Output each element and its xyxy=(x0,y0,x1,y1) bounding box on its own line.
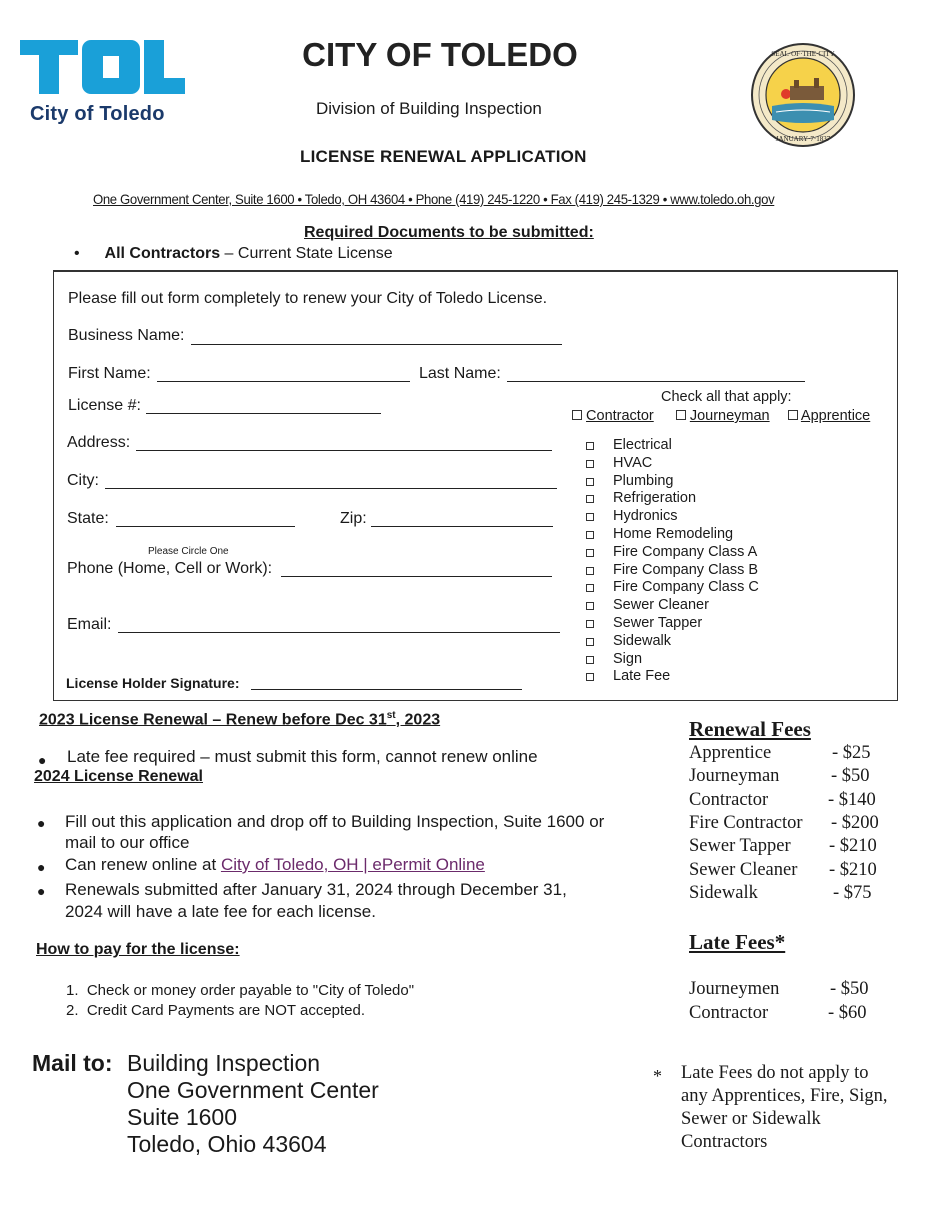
late-fees-note: Late Fees do not apply to any Apprentices, Fire, Sign, Sewer or Sidewalk Contractors xyxy=(681,1063,888,1152)
fee-amount: - $75 xyxy=(833,882,872,903)
page-title: CITY OF TOLEDO xyxy=(302,36,578,73)
category-label: Hydronics xyxy=(613,508,678,525)
mail-address-line: Suite 1600 xyxy=(127,1104,237,1130)
category-label: Sewer Tapper xyxy=(613,615,703,631)
fee-amount: - $60 xyxy=(828,1002,867,1023)
category-checkbox[interactable] xyxy=(586,478,594,486)
state-label: State: xyxy=(67,510,109,527)
svg-text:SEAL·OF·THE·CITY: SEAL·OF·THE·CITY xyxy=(771,50,835,58)
category-label: Fire Company Class A xyxy=(613,543,758,560)
zip-label: Zip: xyxy=(340,510,367,527)
category-label: Late Fee xyxy=(613,668,671,685)
email-label: Email: xyxy=(67,616,112,633)
category-checkbox[interactable] xyxy=(586,673,594,681)
fee-amount: - $50 xyxy=(830,979,869,999)
fee-name: Sewer Tapper xyxy=(689,836,791,857)
renewal-2024-heading: 2024 License Renewal xyxy=(34,768,203,785)
category-checkbox[interactable] xyxy=(586,513,594,521)
mail-to-label: Mail to: xyxy=(32,1050,113,1076)
city-seal xyxy=(750,42,856,148)
contractor-checkbox[interactable] xyxy=(572,410,582,420)
fee-name: Contractor xyxy=(689,789,769,810)
renewal-2023-heading-year: , 2023 xyxy=(395,711,441,729)
check-all-label: Check all that apply: xyxy=(661,389,792,405)
signature-label: License Holder Signature: xyxy=(66,675,240,691)
application-title: LICENSE RENEWAL APPLICATION xyxy=(300,147,587,166)
fee-amount: - $140 xyxy=(828,789,876,810)
mail-address-line: Building Inspection xyxy=(127,1050,321,1076)
apprentice-label: Apprentice xyxy=(800,408,871,424)
category-checkbox[interactable] xyxy=(586,602,594,610)
category-checkbox[interactable] xyxy=(586,442,594,450)
bullet-icon: ● xyxy=(37,859,46,875)
online-note-text: Can renew online at xyxy=(65,855,221,874)
address-label: Address: xyxy=(67,434,131,451)
category-checkbox[interactable] xyxy=(586,567,594,575)
mail-address-line: One Government Center xyxy=(127,1077,379,1103)
category-label: Electrical xyxy=(613,437,672,453)
fee-name: Apprentice xyxy=(689,743,772,763)
fee-amount: - $210 xyxy=(829,836,877,857)
payment-heading: How to pay for the license: xyxy=(36,941,240,958)
required-documents-heading: Required Documents to be submitted: xyxy=(304,224,594,241)
first-name-field[interactable] xyxy=(157,381,410,382)
business-name-field[interactable] xyxy=(191,344,562,345)
svg-text:JANUARY·7·1837: JANUARY·7·1837 xyxy=(775,135,831,143)
category-checkbox[interactable] xyxy=(586,656,594,664)
journeyman-label: Journeyman xyxy=(689,408,770,424)
state-field[interactable] xyxy=(116,526,295,527)
category-label: Refrigeration xyxy=(613,490,697,507)
late-fees-heading: Late Fees* xyxy=(689,930,786,954)
address-field[interactable] xyxy=(136,450,552,451)
renewal-2024-dropoff-note: Fill out this application and drop off to Building Inspection, Suite 1600 or mail to our office xyxy=(65,812,605,852)
license-number-field[interactable] xyxy=(146,413,381,414)
mail-address-line: Toledo, Ohio 43604 xyxy=(127,1131,327,1157)
business-name-label: Business Name: xyxy=(68,327,185,344)
category-label: Plumbing xyxy=(613,472,674,489)
division-name: Division of Building Inspection xyxy=(316,99,542,118)
fee-amount: - $25 xyxy=(832,743,871,763)
fee-amount: - $210 xyxy=(829,859,877,880)
late-fees-note-mark: * xyxy=(653,1066,662,1086)
category-checkbox[interactable] xyxy=(586,495,594,503)
category-checkbox[interactable] xyxy=(586,620,594,628)
first-name-label: First Name: xyxy=(68,365,151,382)
renewal-2023-heading xyxy=(39,710,440,729)
renewal-2024-late-fee-note: Renewals submitted after January 31, 2024 through December 31, 2024 will have a late fee for each license. xyxy=(65,880,567,921)
renewal-2023-heading-sup: st xyxy=(386,710,396,721)
logo-subtitle: City of Toledo xyxy=(30,103,165,125)
signature-field[interactable] xyxy=(251,689,522,690)
category-label: Home Remodeling xyxy=(613,526,734,542)
category-checkbox[interactable] xyxy=(586,638,594,646)
epermit-online-link[interactable]: City of Toledo, OH | ePermit Online xyxy=(220,855,485,874)
license-number-label: License #: xyxy=(68,397,141,414)
category-label: Fire Company Class C xyxy=(613,579,759,596)
contact-info: One Government Center, Suite 1600 • Toledo, OH 43604 • Phone (419) 245-1220 • Fax (419) 245-1329 • www.toledo.oh.gov xyxy=(93,191,775,207)
category-checkbox[interactable] xyxy=(586,584,594,592)
required-item-rest: – Current State License xyxy=(220,245,393,262)
fee-name: Sidewalk xyxy=(689,882,758,903)
renewal-fees-heading: Renewal Fees xyxy=(689,717,811,741)
phone-field[interactable] xyxy=(281,576,552,577)
fee-amount: - $200 xyxy=(831,812,879,833)
renewal-2024-online-note xyxy=(65,855,485,875)
email-field[interactable] xyxy=(118,632,560,633)
bullet-icon: ● xyxy=(38,752,47,768)
please-circle-note: Please Circle One xyxy=(148,546,229,557)
category-label: Fire Company Class B xyxy=(613,561,759,578)
contractor-label: Contractor xyxy=(586,408,654,424)
phone-label: Phone (Home, Cell or Work): xyxy=(67,560,273,577)
category-label: Sign xyxy=(613,650,643,667)
last-name-field[interactable] xyxy=(507,381,805,382)
category-checkbox[interactable] xyxy=(586,531,594,539)
payment-item: 1. Check or money order payable to "City of Toledo" xyxy=(66,982,415,999)
apprentice-checkbox[interactable] xyxy=(788,410,798,420)
fee-name: Sewer Cleaner xyxy=(689,859,798,880)
fee-name: Journeyman xyxy=(689,766,780,787)
category-label: Sidewalk xyxy=(613,632,672,649)
payment-item: 2. Credit Card Payments are NOT accepted. xyxy=(66,1002,366,1019)
fee-name: Contractor xyxy=(689,1002,769,1023)
city-label: City: xyxy=(67,472,99,489)
license-type-checkboxes xyxy=(572,408,870,424)
fee-name: Journeymen xyxy=(689,979,780,999)
category-checkbox[interactable] xyxy=(586,460,594,468)
journeyman-checkbox[interactable] xyxy=(676,410,686,420)
fee-name: Fire Contractor xyxy=(689,812,803,833)
city-seal-graphic xyxy=(750,42,856,148)
fee-amount: - $50 xyxy=(831,766,870,787)
required-documents-item xyxy=(74,245,393,263)
bullet-icon: ● xyxy=(37,883,46,899)
form-instructions: Please fill out form completely to renew your City of Toledo License. xyxy=(68,290,548,307)
category-label: HVAC xyxy=(613,454,653,471)
required-item-bold: All Contractors xyxy=(104,245,221,262)
renewal-2023-heading-text: 2023 License Renewal – Renew before Dec 31 xyxy=(39,711,387,729)
city-field[interactable] xyxy=(105,488,557,489)
last-name-label: Last Name: xyxy=(419,365,501,382)
bullet-icon: ● xyxy=(37,815,46,831)
renewal-2023-late-fee-note: Late fee required – must submit this form, cannot renew online xyxy=(67,747,538,766)
category-label: Sewer Cleaner xyxy=(613,597,709,614)
zip-field[interactable] xyxy=(371,526,553,527)
bullet: • xyxy=(74,245,80,262)
category-checkbox[interactable] xyxy=(586,549,594,557)
